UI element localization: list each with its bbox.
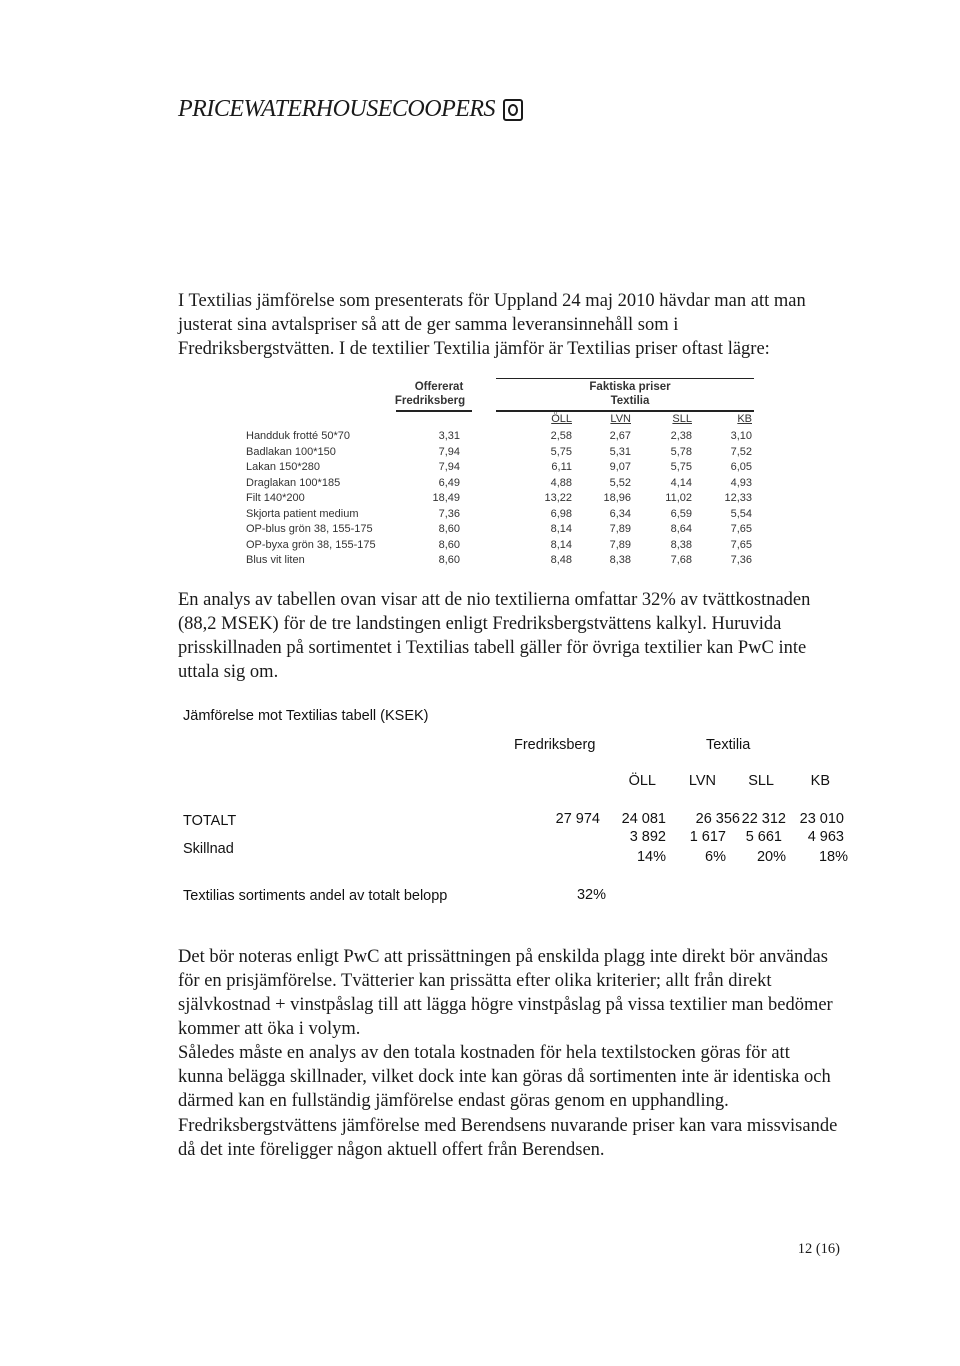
price-row <box>0 444 960 460</box>
price-row-sll: 5,75 <box>670 461 692 473</box>
price-row-kb: 4,93 <box>730 476 752 489</box>
price-row-kb: 12,33 <box>724 492 752 504</box>
price-row-item: Badlakan 100*150 <box>246 445 336 458</box>
price-row <box>0 521 960 537</box>
ksek-col-oll: ÖLL <box>628 773 656 789</box>
price-row-lvn: 9,07 <box>609 461 631 473</box>
note-paragraph-2: Således måste en analys av den totala kostnaden för hela textilstocken göras för att kunna belägga skillnader, vilket dock inte kan göras då sortimenten inte är identiska och därmed kan en fullständig jämförelse endast göras genom en upphandling. <box>178 1043 831 1111</box>
ksek-totalt-oll: 24 081 <box>621 811 666 827</box>
price-row <box>0 490 960 506</box>
note-paragraph-1: Det bör noteras enligt PwC att prissättningen på enskilda plagg inte direkt bör användas för en prisjämförelse. Tvätterier kan prissätta efter olika kriterier; allt från direkt självkostnad + vinstpåslag till att lägga högre vinstpåslag på vissa textilier man bedömer kommer att öka i volym. <box>178 947 833 1039</box>
ksek-pct-oll: 14% <box>636 849 666 865</box>
ksek-col-lvn: LVN <box>688 773 716 789</box>
price-row-item: Filt 140*200 <box>246 492 305 504</box>
actual-top-rule <box>496 378 754 379</box>
price-row-kb: 6,05 <box>730 461 752 473</box>
intro-paragraph: I Textilias jämförelse som presenterats för Uppland 24 maj 2010 hävdar man att man justerat sina avtalspriser så att de ger samma leveransinnehåll som i Fredriksbergstvätten. I de textilier Textilia jämför är Textilias priser oftast lägre: <box>178 291 806 359</box>
offer-header-rule <box>396 410 472 412</box>
price-row <box>0 552 960 568</box>
ksek-share-value: 32% <box>576 887 606 903</box>
price-row-item: OP-blus grön 38, 155-175 <box>246 523 373 535</box>
price-row-oll: 8,48 <box>550 554 572 566</box>
ksek-col-textilia: Textilia <box>706 737 751 753</box>
price-row-kb: 7,36 <box>730 554 752 566</box>
col-kb-header: KB <box>737 413 752 425</box>
price-row-kb: 5,54 <box>730 507 752 520</box>
price-row-kb: 7,65 <box>730 523 752 535</box>
price-row-item: Handduk frotté 50*70 <box>246 430 350 442</box>
price-row-offer: 7,36 <box>438 507 460 520</box>
price-row-offer: 8,60 <box>438 523 460 535</box>
price-row <box>0 428 960 444</box>
col-lvn-header: LVN <box>610 413 631 425</box>
page-number: 12 (16) <box>797 1241 840 1257</box>
price-row-sll: 8,38 <box>670 538 692 551</box>
price-row-lvn: 7,89 <box>609 523 631 535</box>
ksek-totalt-sll: 22 312 <box>741 811 786 827</box>
price-row-sll: 4,14 <box>670 476 692 489</box>
price-row-offer: 7,94 <box>438 445 460 458</box>
ksek-col-fredriksberg: Fredriksberg <box>514 737 596 753</box>
price-row-kb: 7,52 <box>730 445 752 458</box>
price-row-sll: 5,78 <box>670 445 692 458</box>
price-row-offer: 18,49 <box>432 492 460 504</box>
price-row-oll: 2,58 <box>550 430 572 442</box>
price-row-item: OP-byxa grön 38, 155-175 <box>246 538 376 551</box>
note-paragraph-3: Fredriksbergstvättens jämförelse med Berendsens nuvarande priser kan vara missvisande då det inte föreligger någon aktuell offert från Berendsen. <box>178 1116 838 1160</box>
ksek-pct-lvn: 6% <box>705 849 726 865</box>
price-row-sll: 2,38 <box>670 430 692 442</box>
price-row <box>0 475 960 491</box>
ksek-totalt-lvn: 26 356 <box>695 811 740 827</box>
offer-header-2: Fredriksberg <box>394 395 466 407</box>
ksek-totalt-label: TOTALT <box>183 813 237 829</box>
price-row-sll: 11,02 <box>665 492 692 504</box>
ksek-skillnad-oll: 3 892 <box>629 829 666 845</box>
analysis-paragraph: En analys av tabellen ovan visar att de nio textilierna omfattar 32% av tvättkostnaden (88,2 MSEK) för de tre landstingen enligt Fredriksbergstvättens kalkyl. Huruvida prisskillnaden på sortimentet i Textilias tabell gäller för övriga textilier kan PwC inte uttala sig om. <box>178 590 811 682</box>
price-row-oll: 13,22 <box>544 492 572 504</box>
price-row <box>0 459 960 475</box>
ksek-totalt-kb: 23 010 <box>799 811 844 827</box>
ksek-skillnad-kb: 4 963 <box>807 829 844 845</box>
price-row-sll: 6,59 <box>670 507 692 520</box>
offer-header-1: Offererat <box>414 381 464 393</box>
ksek-totalt-fredriksberg: 27 974 <box>555 811 600 827</box>
ksek-col-sll: SLL <box>748 773 774 789</box>
price-row-offer: 7,94 <box>438 461 460 473</box>
ksek-share-label: Textilias sortiments andel av totalt belopp <box>183 888 448 904</box>
price-row-lvn: 8,38 <box>609 554 631 566</box>
price-row-lvn: 2,67 <box>609 430 631 442</box>
price-row-item: Blus vit liten <box>246 554 305 566</box>
logo-mark-icon <box>503 99 523 121</box>
price-row-item: Draglakan 100*185 <box>246 476 341 489</box>
price-row-oll: 6,11 <box>551 461 572 473</box>
price-row-sll: 7,68 <box>670 554 692 566</box>
price-row-offer: 6,49 <box>438 476 460 489</box>
price-row-lvn: 5,31 <box>609 445 631 458</box>
actual-header-2: Textilia <box>610 395 650 407</box>
ksek-skillnad-sll: 5 661 <box>745 829 782 845</box>
ksek-table-title: Jämförelse mot Textilias tabell (KSEK) <box>183 708 429 724</box>
price-row-offer: 8,60 <box>438 538 460 551</box>
ksek-skillnad-lvn: 1 617 <box>689 829 726 845</box>
ksek-col-kb: KB <box>810 773 830 789</box>
price-row-oll: 6,98 <box>550 507 572 520</box>
logo-text: PRICEWATERHOUSECOOPERS <box>178 96 496 122</box>
price-row-oll: 8,14 <box>550 523 572 535</box>
price-row <box>0 537 960 553</box>
price-row-oll: 4,88 <box>550 476 572 489</box>
price-row-oll: 5,75 <box>550 445 572 458</box>
price-row-lvn: 6,34 <box>609 507 631 520</box>
company-logo <box>178 96 523 123</box>
price-row-kb: 7,65 <box>730 538 752 551</box>
price-row-item: Lakan 150*280 <box>246 461 321 473</box>
ksek-skillnad-label: Skillnad <box>183 841 234 857</box>
price-row-item: Skjorta patient medium <box>246 507 359 520</box>
ksek-pct-kb: 18% <box>818 849 848 865</box>
price-row-kb: 3,10 <box>730 430 752 442</box>
price-row-oll: 8,14 <box>550 538 572 551</box>
price-row-lvn: 7,89 <box>609 538 631 551</box>
price-row-lvn: 5,52 <box>609 476 631 489</box>
price-row <box>0 506 960 522</box>
price-row-offer: 3,31 <box>438 430 460 442</box>
actual-header-rule <box>496 410 754 412</box>
price-row-sll: 8,64 <box>670 523 692 535</box>
ksek-pct-sll: 20% <box>756 849 786 865</box>
col-sll-header: SLL <box>672 413 692 425</box>
price-row-offer: 8,60 <box>438 554 460 566</box>
col-oll-header: ÖLL <box>551 413 572 425</box>
price-row-lvn: 18,96 <box>603 492 631 504</box>
actual-header-1: Faktiska priser <box>589 381 671 393</box>
